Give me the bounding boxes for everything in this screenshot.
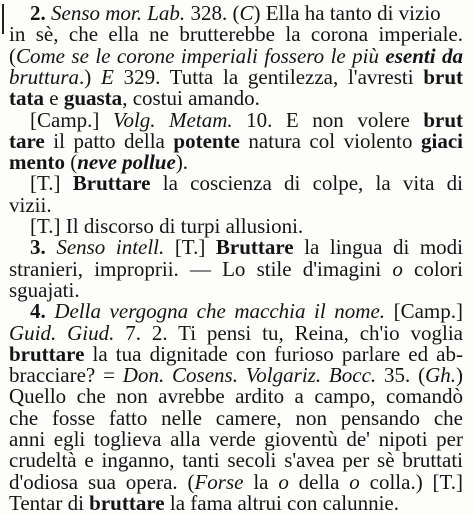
text-segment: C: [239, 1, 254, 25]
text-segment: 329. Tutta la gentilezza, l'avresti: [113, 64, 424, 89]
text-segment: brut: [423, 107, 463, 132]
text-segment: 2.: [30, 1, 51, 25]
text-segment: 35. (: [376, 363, 426, 388]
text-segment: Della vergogna che macchia il nome.: [54, 299, 386, 324]
margin-rule: [2, 4, 4, 34]
text-segment: 3.: [30, 235, 57, 260]
text-segment: che fosse fatto nelle camere, non pensando che: [9, 405, 463, 430]
text-line: [9, 491, 399, 515]
text-segment: la: [243, 469, 279, 494]
text-segment: Forse: [194, 469, 244, 494]
text-segment: [T.]: [30, 171, 73, 196]
text-segment: Bruttare: [215, 235, 294, 260]
text-segment: Come se le corone imperiali fossero le più: [16, 43, 386, 68]
text-segment: il patto della: [44, 128, 174, 153]
text-segment: natura col violento: [239, 128, 421, 153]
text-segment: Guid. Giud.: [9, 320, 115, 345]
text-segment: Gh.: [425, 363, 456, 388]
text-segment: , costui amando.: [122, 86, 260, 111]
text-segment: neve pollue: [77, 150, 176, 175]
text-segment: ): [456, 363, 463, 388]
text-segment: e: [44, 86, 64, 111]
text-segment: brut: [423, 64, 463, 89]
text-segment: d'odiosa sua opera. (: [9, 469, 195, 494]
text-segment: o: [278, 469, 289, 494]
text-segment: tata: [9, 86, 44, 111]
text-segment: .): [79, 64, 101, 89]
text-segment: [Camp.]: [30, 107, 113, 132]
text-segment: ) Ella ha tanto di vizio: [253, 1, 441, 25]
text-segment: 7. 2. Ti pensi tu, Reina, ch'io voglia: [114, 320, 463, 345]
text-segment: Don. Cosens. Volgariz. Bocc.: [122, 363, 377, 388]
text-segment: o: [392, 256, 403, 281]
text-segment: bracciare? =: [9, 363, 123, 388]
text-line: [30, 171, 463, 195]
text-segment: Volg. Metam.: [112, 107, 233, 132]
text-segment: 4.: [30, 299, 55, 324]
text-segment: sguajati.: [9, 277, 80, 302]
text-segment: E: [101, 64, 114, 89]
text-segment: vizii.: [9, 192, 52, 217]
text-segment: (: [65, 150, 78, 175]
text-segment: esenti da: [385, 43, 463, 68]
text-segment: la coscienza di colpe, la vita di: [150, 171, 463, 196]
text-segment: ).: [175, 150, 189, 175]
text-segment: 328. (: [185, 1, 240, 25]
text-segment: bruttura: [9, 64, 80, 89]
text-segment: 10. E non volere: [232, 107, 424, 132]
text-segment: mento: [9, 150, 65, 175]
text-segment: Senso intell.: [56, 235, 165, 260]
text-segment: tare: [9, 128, 45, 153]
text-segment: Quello che non avrebbe ardito a campo, comandò: [9, 384, 463, 409]
text-segment: la lingua di modi: [293, 235, 463, 260]
text-segment: crudeltà e inganno, tanti secoli s'avea per sè bruttati: [9, 448, 463, 473]
text-segment: [Camp.]: [385, 299, 463, 324]
text-segment: stranieri, improprii. — Lo stile d'imagini: [9, 256, 393, 281]
text-segment: in sè, che ella ne brutterebbe la corona imperiale.: [9, 22, 463, 47]
text-segment: la fama altrui con calunnie.: [164, 490, 400, 515]
text-segment: potente: [173, 128, 240, 153]
text-segment: [T.]: [164, 235, 216, 260]
text-segment: anni egli toglieva alla verde gioventù de' nipoti per: [9, 427, 463, 451]
text-segment: bruttare: [89, 490, 165, 515]
text-segment: giaci: [421, 128, 463, 153]
text-segment: Tentar di: [9, 490, 90, 515]
text-segment: colla.) [T.]: [359, 469, 463, 494]
text-segment: [T.] Il discorso di turpi allusioni.: [30, 214, 304, 238]
text-segment: guasta: [63, 86, 123, 111]
text-segment: o: [349, 469, 360, 494]
text-segment: la tua dignitade con furioso parlare ed ab-: [84, 341, 463, 366]
text-segment: bruttare: [9, 341, 85, 366]
text-segment: Bruttare: [72, 171, 151, 196]
text-segment: colori: [402, 256, 463, 281]
text-segment: Senso mor. Lab.: [51, 1, 186, 25]
text-segment: della: [288, 469, 350, 494]
text-segment: (: [9, 43, 16, 68]
